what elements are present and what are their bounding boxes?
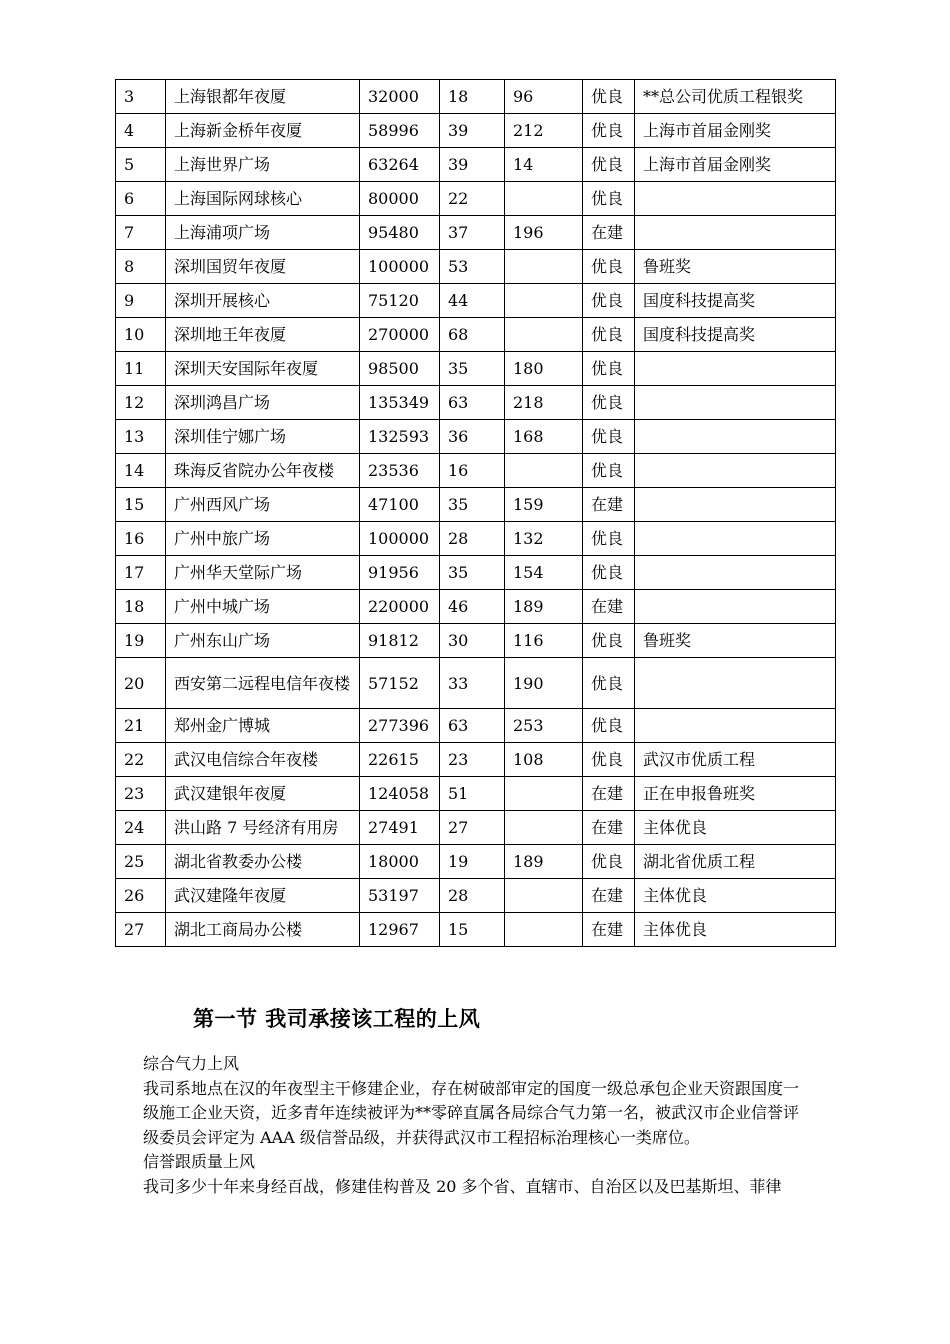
- cell-height: [505, 182, 583, 216]
- cell-floors: 16: [440, 454, 505, 488]
- cell-height: [505, 250, 583, 284]
- cell-area: 132593: [360, 420, 440, 454]
- cell-project-name: 湖北省教委办公楼: [166, 845, 360, 879]
- cell-index: 9: [116, 284, 166, 318]
- cell-award: [635, 386, 836, 420]
- cell-floors: 51: [440, 777, 505, 811]
- cell-floors: 35: [440, 352, 505, 386]
- cell-floors: 30: [440, 624, 505, 658]
- table-row: [116, 522, 836, 556]
- cell-quality: 优良: [583, 743, 635, 777]
- cell-award: 上海市首届金刚奖: [635, 114, 836, 148]
- cell-floors: 18: [440, 80, 505, 114]
- cell-floors: 37: [440, 216, 505, 250]
- table-row: [116, 658, 836, 709]
- cell-project-name: 武汉建银年夜厦: [166, 777, 360, 811]
- cell-area: 91956: [360, 556, 440, 590]
- cell-height: 189: [505, 845, 583, 879]
- cell-quality: 优良: [583, 114, 635, 148]
- subheading-overall-strength: 综合气力上风: [143, 1054, 240, 1073]
- cell-height: 253: [505, 709, 583, 743]
- cell-height: [505, 318, 583, 352]
- cell-height: 212: [505, 114, 583, 148]
- cell-height: [505, 879, 583, 913]
- cell-floors: 27: [440, 811, 505, 845]
- table-row: [116, 811, 836, 845]
- cell-floors: 63: [440, 386, 505, 420]
- cell-quality: 优良: [583, 454, 635, 488]
- cell-index: 24: [116, 811, 166, 845]
- cell-quality: 优良: [583, 352, 635, 386]
- cell-index: 7: [116, 216, 166, 250]
- cell-floors: 68: [440, 318, 505, 352]
- cell-project-name: 深圳地王年夜厦: [166, 318, 360, 352]
- cell-quality: 优良: [583, 284, 635, 318]
- cell-floors: 44: [440, 284, 505, 318]
- cell-quality: 优良: [583, 845, 635, 879]
- project-table-body: [116, 80, 836, 947]
- cell-project-name: 深圳天安国际年夜厦: [166, 352, 360, 386]
- cell-area: 100000: [360, 522, 440, 556]
- cell-quality: 优良: [583, 556, 635, 590]
- cell-floors: 15: [440, 913, 505, 947]
- cell-area: 57152: [360, 658, 440, 709]
- table-row: [116, 743, 836, 777]
- cell-area: 80000: [360, 182, 440, 216]
- cell-award: 武汉市优质工程: [635, 743, 836, 777]
- cell-height: 190: [505, 658, 583, 709]
- section-title: 第一节 我司承接该工程的上风: [193, 1006, 481, 1031]
- cell-project-name: 上海浦项广场: [166, 216, 360, 250]
- cell-index: 3: [116, 80, 166, 114]
- cell-award: [635, 420, 836, 454]
- cell-index: 20: [116, 658, 166, 709]
- table-row: [116, 80, 836, 114]
- cell-quality: 优良: [583, 709, 635, 743]
- cell-index: 19: [116, 624, 166, 658]
- cell-floors: 28: [440, 879, 505, 913]
- table-row: [116, 709, 836, 743]
- cell-award: 湖北省优质工程: [635, 845, 836, 879]
- table-row: [116, 777, 836, 811]
- cell-index: 14: [116, 454, 166, 488]
- cell-area: 95480: [360, 216, 440, 250]
- cell-index: 21: [116, 709, 166, 743]
- cell-index: 11: [116, 352, 166, 386]
- cell-award: 国度科技提高奖: [635, 318, 836, 352]
- cell-floors: 23: [440, 743, 505, 777]
- cell-index: 23: [116, 777, 166, 811]
- cell-project-name: 珠海反省院办公年夜楼: [166, 454, 360, 488]
- cell-floors: 39: [440, 148, 505, 182]
- cell-index: 12: [116, 386, 166, 420]
- cell-project-name: 广州华天堂际广场: [166, 556, 360, 590]
- cell-quality: 优良: [583, 624, 635, 658]
- cell-award: [635, 182, 836, 216]
- table-row: [116, 556, 836, 590]
- table-row: [116, 216, 836, 250]
- table-row: [116, 182, 836, 216]
- cell-index: 27: [116, 913, 166, 947]
- cell-floors: 22: [440, 182, 505, 216]
- cell-height: [505, 777, 583, 811]
- cell-area: 12967: [360, 913, 440, 947]
- cell-height: 14: [505, 148, 583, 182]
- cell-height: 189: [505, 590, 583, 624]
- table-row: [116, 454, 836, 488]
- cell-index: 13: [116, 420, 166, 454]
- table-row: [116, 352, 836, 386]
- table-row: [116, 284, 836, 318]
- cell-quality: 优良: [583, 318, 635, 352]
- cell-project-name: 郑州金广博城: [166, 709, 360, 743]
- cell-index: 18: [116, 590, 166, 624]
- cell-area: 32000: [360, 80, 440, 114]
- cell-index: 10: [116, 318, 166, 352]
- cell-project-name: 广州中旅广场: [166, 522, 360, 556]
- cell-quality: 在建: [583, 488, 635, 522]
- cell-project-name: 武汉电信综合年夜楼: [166, 743, 360, 777]
- cell-award: [635, 590, 836, 624]
- table-row: [116, 488, 836, 522]
- cell-award: [635, 658, 836, 709]
- table-row: [116, 590, 836, 624]
- cell-height: [505, 454, 583, 488]
- table-row: [116, 114, 836, 148]
- cell-area: 47100: [360, 488, 440, 522]
- cell-area: 124058: [360, 777, 440, 811]
- cell-floors: 63: [440, 709, 505, 743]
- cell-floors: 35: [440, 488, 505, 522]
- table-row: [116, 624, 836, 658]
- cell-area: 18000: [360, 845, 440, 879]
- cell-quality: 优良: [583, 420, 635, 454]
- cell-quality: 优良: [583, 522, 635, 556]
- cell-award: **总公司优质工程银奖: [635, 80, 836, 114]
- cell-award: 正在申报鲁班奖: [635, 777, 836, 811]
- cell-height: [505, 913, 583, 947]
- cell-project-name: 上海世界广场: [166, 148, 360, 182]
- table-row: [116, 845, 836, 879]
- cell-award: 鲁班奖: [635, 250, 836, 284]
- cell-award: 主体优良: [635, 811, 836, 845]
- project-table: [115, 79, 836, 947]
- cell-height: [505, 284, 583, 318]
- cell-project-name: 深圳开展核心: [166, 284, 360, 318]
- cell-floors: 35: [440, 556, 505, 590]
- cell-quality: 优良: [583, 182, 635, 216]
- cell-project-name: 西安第二远程电信年夜楼: [166, 658, 360, 709]
- cell-project-name: 洪山路 7 号经济有用房: [166, 811, 360, 845]
- cell-index: 22: [116, 743, 166, 777]
- cell-area: 100000: [360, 250, 440, 284]
- cell-index: 25: [116, 845, 166, 879]
- cell-height: 96: [505, 80, 583, 114]
- cell-project-name: 深圳佳宁娜广场: [166, 420, 360, 454]
- cell-project-name: 湖北工商局办公楼: [166, 913, 360, 947]
- cell-award: [635, 522, 836, 556]
- paragraph-overall-strength: 我司系地点在汉的年夜型主干修建企业，存在树破部审定的国度一级总承包企业天资跟国度一级施工企业天资，近多青年连续被评为**零碎直属各局综合气力第一名，被武汉市企业信誉评级委员会评定为 AAA 级信誉品级，并获得武汉市工程招标治理核心一类席位。: [143, 1078, 800, 1147]
- cell-index: 17: [116, 556, 166, 590]
- cell-quality: 在建: [583, 879, 635, 913]
- cell-quality: 在建: [583, 913, 635, 947]
- subheading-reputation-quality: 信誉跟质量上风: [143, 1152, 256, 1171]
- cell-floors: 39: [440, 114, 505, 148]
- cell-index: 16: [116, 522, 166, 556]
- cell-floors: 28: [440, 522, 505, 556]
- cell-height: 218: [505, 386, 583, 420]
- cell-height: 196: [505, 216, 583, 250]
- cell-area: 63264: [360, 148, 440, 182]
- cell-height: 168: [505, 420, 583, 454]
- cell-quality: 优良: [583, 250, 635, 284]
- cell-area: 22615: [360, 743, 440, 777]
- cell-quality: 在建: [583, 590, 635, 624]
- cell-index: 8: [116, 250, 166, 284]
- table-row: [116, 250, 836, 284]
- cell-quality: 在建: [583, 777, 635, 811]
- cell-height: 116: [505, 624, 583, 658]
- cell-height: 108: [505, 743, 583, 777]
- table-row: [116, 420, 836, 454]
- cell-floors: 33: [440, 658, 505, 709]
- cell-area: 75120: [360, 284, 440, 318]
- cell-project-name: 上海新金桥年夜厦: [166, 114, 360, 148]
- cell-project-name: 广州中城广场: [166, 590, 360, 624]
- table-row: [116, 913, 836, 947]
- cell-area: 98500: [360, 352, 440, 386]
- table-row: [116, 879, 836, 913]
- cell-award: 主体优良: [635, 913, 836, 947]
- paragraph-reputation-quality: 我司多少十年来身经百战，修建佳构普及 20 多个省、直辖市、自治区以及巴基斯坦、菲律: [143, 1176, 782, 1196]
- cell-quality: 优良: [583, 148, 635, 182]
- cell-project-name: 广州西风广场: [166, 488, 360, 522]
- cell-quality: 优良: [583, 386, 635, 420]
- cell-index: 5: [116, 148, 166, 182]
- cell-area: 23536: [360, 454, 440, 488]
- cell-area: 58996: [360, 114, 440, 148]
- cell-award: [635, 454, 836, 488]
- cell-index: 15: [116, 488, 166, 522]
- cell-floors: 53: [440, 250, 505, 284]
- cell-award: [635, 352, 836, 386]
- cell-index: 4: [116, 114, 166, 148]
- cell-award: [635, 488, 836, 522]
- cell-quality: 优良: [583, 80, 635, 114]
- cell-floors: 19: [440, 845, 505, 879]
- cell-height: [505, 811, 583, 845]
- cell-award: [635, 556, 836, 590]
- cell-area: 53197: [360, 879, 440, 913]
- cell-project-name: 深圳鸿昌广场: [166, 386, 360, 420]
- cell-award: 主体优良: [635, 879, 836, 913]
- cell-area: 270000: [360, 318, 440, 352]
- cell-height: 154: [505, 556, 583, 590]
- cell-project-name: 上海国际网球核心: [166, 182, 360, 216]
- cell-height: 159: [505, 488, 583, 522]
- cell-award: 上海市首届金刚奖: [635, 148, 836, 182]
- cell-project-name: 广州东山广场: [166, 624, 360, 658]
- cell-area: 27491: [360, 811, 440, 845]
- cell-project-name: 上海银都年夜厦: [166, 80, 360, 114]
- cell-height: 180: [505, 352, 583, 386]
- cell-quality: 在建: [583, 811, 635, 845]
- cell-area: 91812: [360, 624, 440, 658]
- table-row: [116, 386, 836, 420]
- cell-award: [635, 216, 836, 250]
- table-row: [116, 148, 836, 182]
- cell-award: [635, 709, 836, 743]
- cell-quality: 优良: [583, 658, 635, 709]
- cell-index: 26: [116, 879, 166, 913]
- cell-award: 国度科技提高奖: [635, 284, 836, 318]
- cell-project-name: 深圳国贸年夜厦: [166, 250, 360, 284]
- cell-project-name: 武汉建隆年夜厦: [166, 879, 360, 913]
- cell-area: 277396: [360, 709, 440, 743]
- cell-height: 132: [505, 522, 583, 556]
- cell-area: 135349: [360, 386, 440, 420]
- cell-floors: 36: [440, 420, 505, 454]
- cell-index: 6: [116, 182, 166, 216]
- cell-area: 220000: [360, 590, 440, 624]
- section-body: [143, 1052, 809, 1199]
- cell-floors: 46: [440, 590, 505, 624]
- cell-award: 鲁班奖: [635, 624, 836, 658]
- cell-quality: 在建: [583, 216, 635, 250]
- table-row: [116, 318, 836, 352]
